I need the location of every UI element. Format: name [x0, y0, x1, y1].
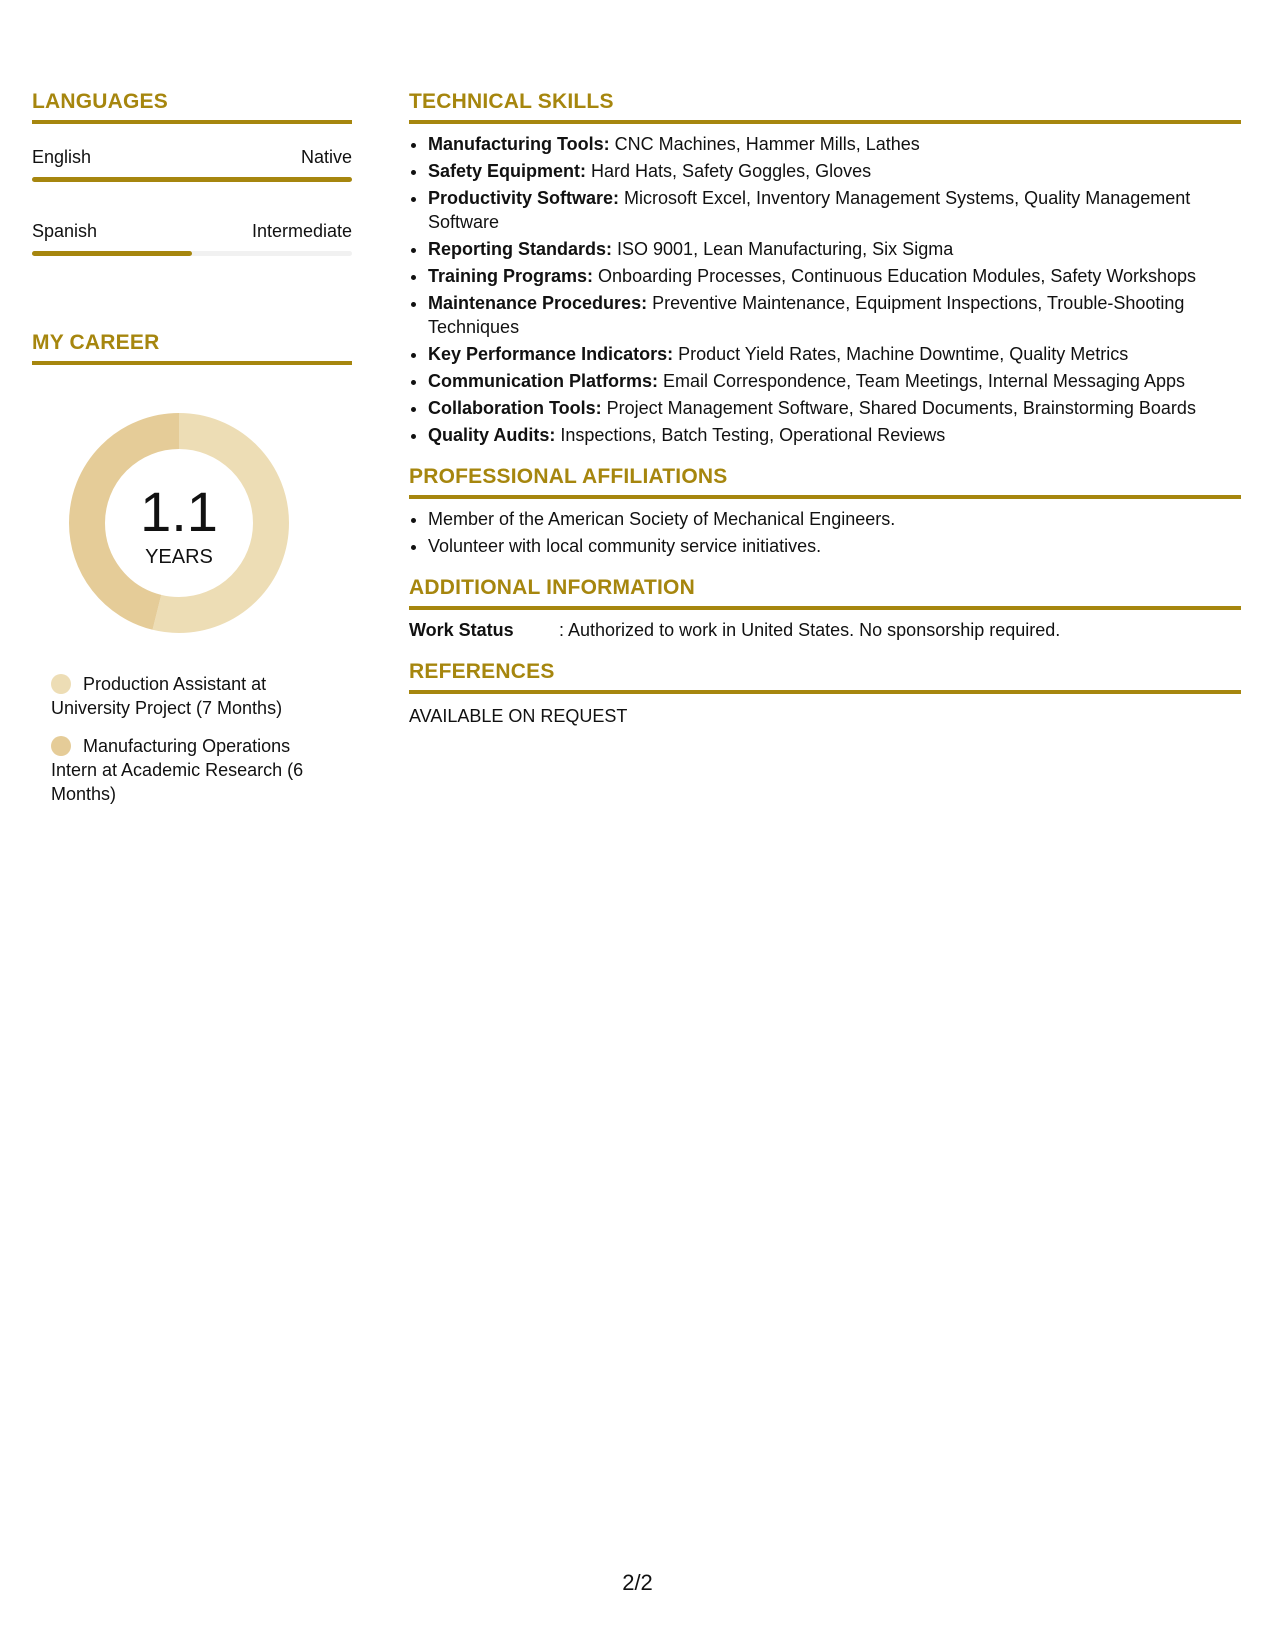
affiliations-heading: PROFESSIONAL AFFILIATIONS	[409, 465, 1241, 499]
career-total-unit: YEARS	[145, 545, 213, 568]
language-level: Native	[300, 147, 352, 167]
skill-item	[428, 342, 1241, 366]
skill-label: Training Programs:	[428, 266, 594, 286]
skill-item	[428, 423, 1241, 447]
language-proficiency-bar	[32, 177, 352, 182]
skill-text: CNC Machines, Hammer Mills, Lathes	[609, 134, 920, 154]
language-name: English	[32, 147, 92, 167]
references-text: AVAILABLE ON REQUEST	[409, 706, 628, 726]
affiliation-item: • Volunteer with local community service initiatives.	[428, 534, 1241, 558]
career-heading: MY CAREER	[32, 331, 352, 365]
skill-label: Collaboration Tools:	[428, 398, 602, 418]
languages-heading: LANGUAGES	[32, 90, 352, 124]
skill-text: Email Correspondence, Team Meetings, Internal Messaging Apps	[658, 371, 1185, 391]
language-proficiency-bar	[32, 251, 352, 256]
technical-skills-list	[409, 132, 1241, 447]
skill-item	[428, 396, 1241, 420]
skill-item	[428, 369, 1241, 393]
skill-text: ISO 9001, Lean Manufacturing, Six Sigma	[612, 239, 954, 259]
technical-skills-heading: TECHNICAL SKILLS	[409, 90, 1241, 124]
work-status-label: Work Status	[409, 620, 514, 640]
skill-text: Preventive Maintenance, Equipment Inspections, Trouble-Shooting Techniques	[428, 293, 1185, 337]
career-item-text: Manufacturing Operations Intern at Academic Research (6 Months)	[51, 736, 304, 804]
career-donut-chart	[66, 410, 292, 636]
work-status-row	[409, 618, 1241, 642]
language-name: Spanish	[32, 221, 98, 241]
skill-item	[428, 132, 1241, 156]
skill-label: Manufacturing Tools:	[428, 134, 610, 154]
skill-label: Productivity Software:	[428, 188, 620, 208]
skill-text: Microsoft Excel, Inventory Management Systems, Quality Management Software	[428, 188, 1191, 232]
left-column	[32, 90, 352, 820]
skill-text: Hard Hats, Safety Goggles, Gloves	[586, 161, 872, 181]
skill-label: Communication Platforms:	[428, 371, 659, 391]
skill-label: Safety Equipment:	[428, 161, 587, 181]
skill-text: Project Management Software, Shared Documents, Brainstorming Boards	[601, 398, 1196, 418]
language-proficiency-fill	[32, 251, 192, 256]
affiliations-list	[409, 507, 1241, 558]
skill-label: Key Performance Indicators:	[428, 344, 674, 364]
language-proficiency-fill	[32, 177, 352, 182]
references-section	[409, 660, 1241, 728]
language-item	[32, 220, 352, 256]
skill-item	[428, 159, 1241, 183]
additional-info-section	[409, 576, 1241, 642]
affiliations-section	[409, 465, 1241, 558]
skill-item	[428, 291, 1241, 339]
skill-label: Quality Audits:	[428, 425, 556, 445]
career-total-years: 1.1	[140, 479, 218, 543]
skill-text: Product Yield Rates, Machine Downtime, Quality Metrics	[673, 344, 1129, 364]
skill-item	[428, 237, 1241, 261]
career-list	[32, 672, 341, 806]
skill-text: Onboarding Processes, Continuous Education Modules, Safety Workshops	[593, 266, 1197, 286]
skill-item	[428, 186, 1241, 234]
skill-label: Maintenance Procedures:	[428, 293, 648, 313]
right-column	[409, 90, 1241, 728]
skill-item	[428, 264, 1241, 288]
legend-dot-icon	[51, 674, 71, 694]
affiliation-item: • Member of the American Society of Mechanical Engineers.	[428, 507, 1241, 531]
page-number: 2/2	[622, 1570, 653, 1595]
languages-list	[32, 146, 352, 256]
donut-center	[66, 410, 292, 636]
language-item	[32, 146, 352, 182]
language-level: Intermediate	[251, 221, 352, 241]
career-item	[51, 734, 341, 806]
career-item-text: Production Assistant at University Project (7 Months)	[51, 674, 283, 718]
skill-label: Reporting Standards:	[428, 239, 613, 259]
additional-info-heading: ADDITIONAL INFORMATION	[409, 576, 1241, 610]
references-heading: REFERENCES	[409, 660, 1241, 694]
skill-text: Inspections, Batch Testing, Operational Reviews	[555, 425, 946, 445]
legend-dot-icon	[51, 736, 71, 756]
career-item	[51, 672, 341, 720]
work-status-value: : Authorized to work in United States. No sponsorship required.	[559, 620, 1061, 640]
